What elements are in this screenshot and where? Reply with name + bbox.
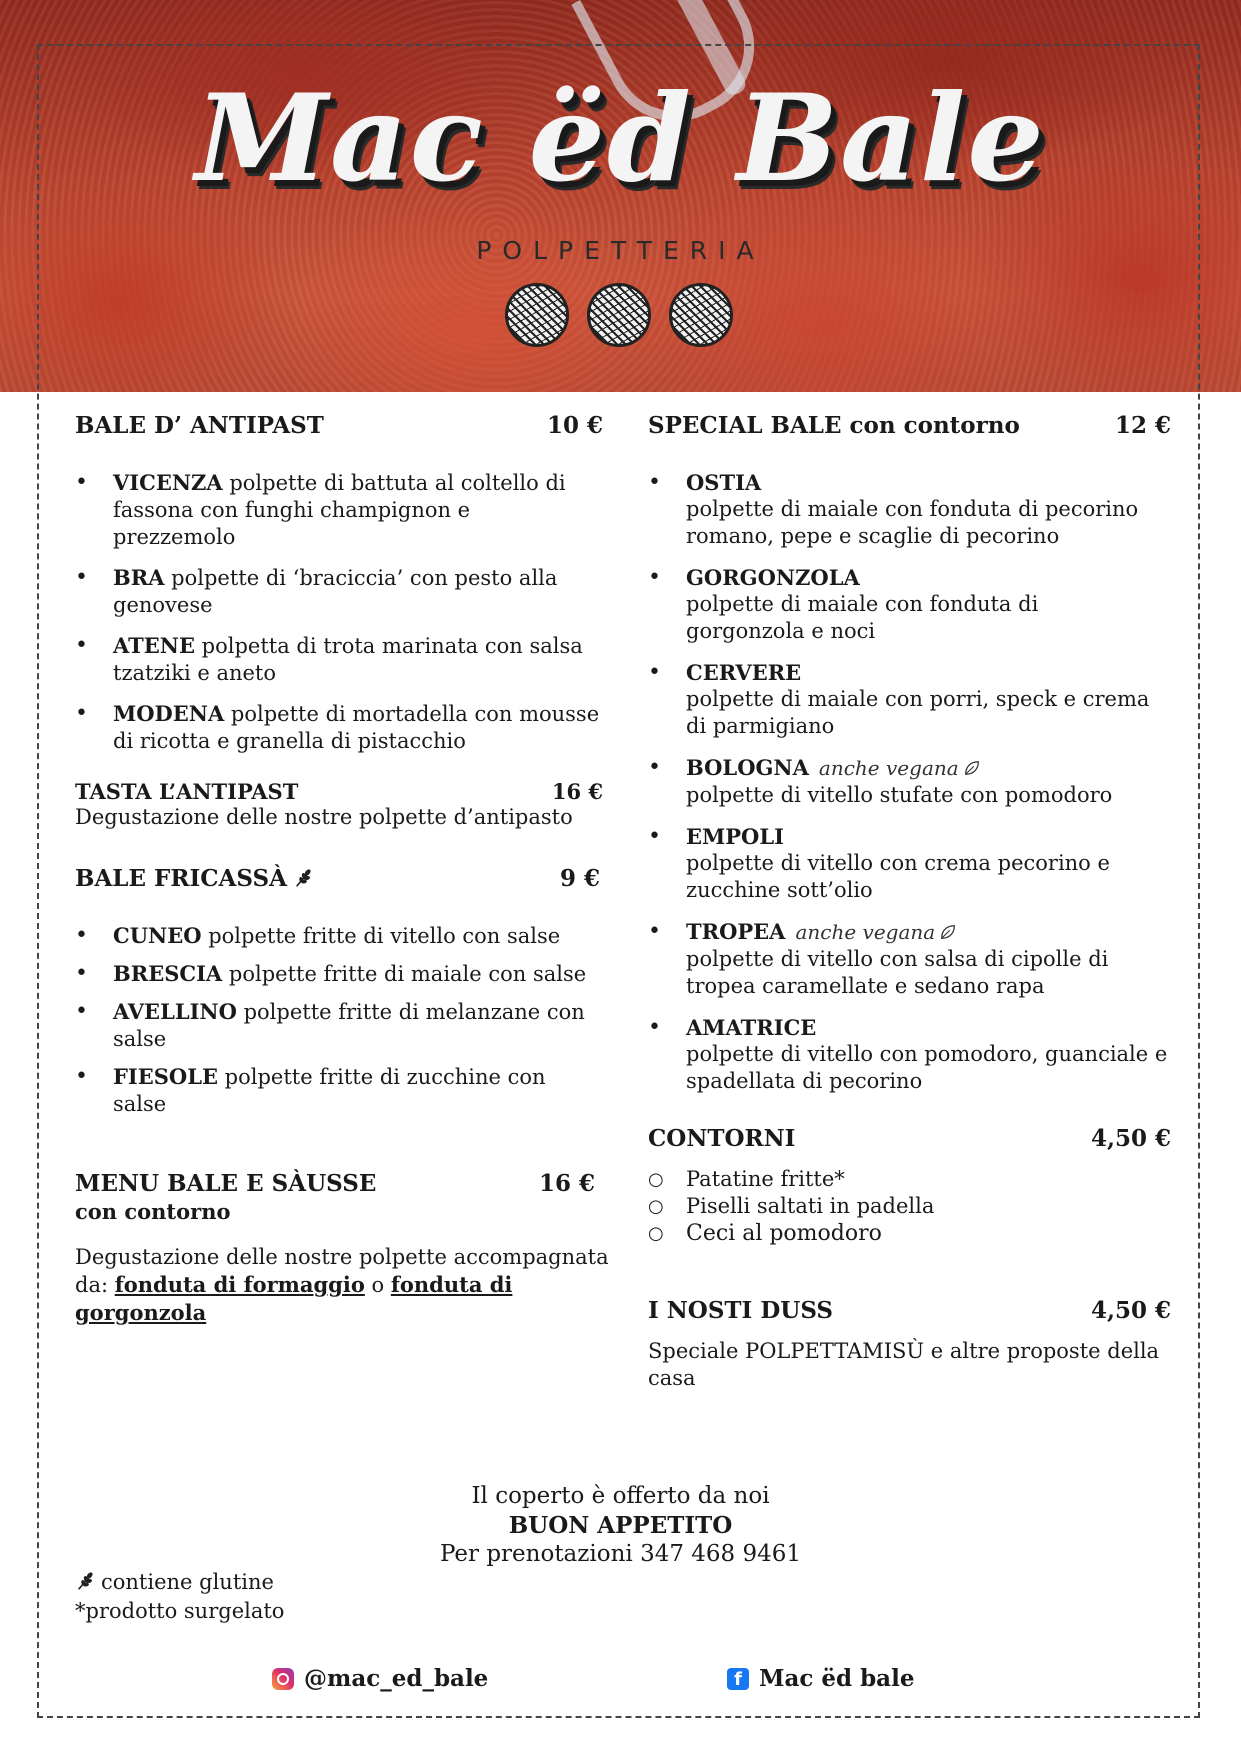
menu-desc-text: Degustazione delle nostre polpette accompagnata da: <box>75 1245 609 1297</box>
item-name: TROPEA <box>686 919 786 944</box>
note-glutine: contiene glutine <box>101 1570 274 1594</box>
logo-title: Mac ëd Bale <box>195 68 1046 209</box>
special-list <box>648 469 1173 1095</box>
item-desc: polpette di vitello stufate con pomodoro <box>686 783 1113 807</box>
contorni-list <box>648 1166 1173 1247</box>
section-tasta-header <box>75 779 603 804</box>
item-name: BRA <box>113 565 165 590</box>
section-menu-header <box>75 1170 595 1197</box>
section-contorni-header <box>648 1125 1171 1152</box>
list-item <box>648 659 1173 740</box>
item-desc: polpette di ‘braciccia’ con pesto alla genovese <box>113 566 558 617</box>
item-name: CUNEO <box>113 923 202 948</box>
list-item: ○ Piselli saltati in padella <box>648 1193 1173 1220</box>
facebook-handle[interactable] <box>727 1665 914 1692</box>
list-item <box>648 823 1173 904</box>
instagram-icon <box>272 1668 294 1690</box>
right-column <box>648 412 1173 1392</box>
item-desc: polpette di vitello con salsa di cipolle di tropea caramellate e sedano rapa <box>686 947 1109 998</box>
duss-desc: Speciale POLPETTAMISÙ e altre proposte della casa <box>648 1339 1160 1390</box>
section-price: 16 € <box>551 779 603 804</box>
item-desc: polpetta di trota marinata con salsa tzatziki e aneto <box>113 634 583 685</box>
section-antipast-header <box>75 412 603 439</box>
item-desc: polpette fritte di vitello con salse <box>201 924 561 948</box>
meatball-icon <box>669 283 733 347</box>
fonduta-formaggio-link: fonduta di formaggio <box>114 1272 365 1297</box>
list-item <box>648 918 1173 1000</box>
list-item <box>648 564 1106 645</box>
list-item: ○ Ceci al pomodoro <box>648 1220 1173 1247</box>
section-title: TASTA L’ANTIPAST <box>75 779 299 804</box>
item-name: BRESCIA <box>113 961 223 986</box>
footer-info <box>0 1482 1241 1569</box>
antipast-list <box>75 469 600 755</box>
item-desc: polpette di maiale con fonduta di gorgonzola e noci <box>686 592 1039 643</box>
facebook-text: Mac ëd bale <box>759 1665 915 1692</box>
note-surgelato: *prodotto surgelato <box>75 1599 285 1623</box>
list-item <box>75 1063 583 1118</box>
item-desc: polpette fritte di melanzane con salse <box>113 1000 585 1051</box>
section-title: I NOSTI DUSS <box>648 1297 834 1324</box>
item-name: AVELLINO <box>113 999 237 1024</box>
section-price: 12 € <box>1114 412 1171 439</box>
fricassa-list <box>75 922 595 1118</box>
item-desc: polpette di vitello con pomodoro, guanciale e spadellata di pecorino <box>686 1042 1168 1093</box>
item-name: • OSTIA <box>686 470 762 495</box>
item-desc: polpette fritte di zucchine con salse <box>113 1065 546 1116</box>
instagram-text: @mac_ed_bale <box>304 1665 489 1692</box>
list-item <box>75 564 583 619</box>
list-item <box>648 469 1173 550</box>
list-item: ○ Patatine fritte* <box>648 1166 1173 1193</box>
list-item <box>648 754 1173 809</box>
section-title: SPECIAL BALE con contorno <box>648 412 1020 439</box>
prenotazioni-text: Per prenotazioni 347 468 9461 <box>439 1541 802 1567</box>
section-title: BALE FRICASSÀ <box>75 865 287 892</box>
section-special-header <box>648 412 1171 439</box>
section-price: 16 € <box>538 1170 595 1197</box>
item-desc: polpette di maiale con porri, speck e crema di parmigiano <box>686 687 1150 738</box>
tasta-desc: Degustazione delle nostre polpette d’antipasto <box>75 805 573 829</box>
leaf-icon <box>939 923 957 941</box>
facebook-icon: f <box>727 1668 749 1690</box>
leaf-icon <box>963 759 981 777</box>
meatball-icon <box>505 283 569 347</box>
item-name: ATENE <box>113 633 195 658</box>
item-name: • CERVERE <box>686 660 802 685</box>
list-item <box>75 469 583 551</box>
item-desc: polpette di maiale con fonduta di pecorino romano, pepe e scaglie di pecorino <box>686 497 1139 548</box>
header-banner <box>0 0 1241 392</box>
list-item <box>75 632 583 687</box>
section-price: 4,50 € <box>1090 1297 1171 1324</box>
list-item <box>75 700 623 755</box>
footnotes <box>75 1568 284 1626</box>
section-price: 10 € <box>546 412 603 439</box>
list-item <box>75 960 595 988</box>
instagram-handle[interactable] <box>272 1665 488 1692</box>
item-name: MODENA <box>113 701 225 726</box>
section-duss-header <box>648 1297 1171 1324</box>
list-item <box>75 998 603 1053</box>
item-name: BOLOGNA <box>686 755 809 780</box>
item-desc: polpette di vitello con crema pecorino e zucchine sott’olio <box>686 851 1110 902</box>
item-name: FIESOLE <box>113 1064 218 1089</box>
section-title: CONTORNI <box>648 1125 796 1152</box>
section-title: BALE D’ ANTIPAST <box>75 412 324 439</box>
vegan-label: anche vegana <box>795 920 936 944</box>
left-column <box>75 412 615 1327</box>
item-name: • AMATRICE <box>686 1015 817 1040</box>
menu-subtitle: con contorno <box>75 1199 231 1224</box>
item-name: • EMPOLI <box>686 824 784 849</box>
wheat-gluten-icon <box>293 867 315 889</box>
buon-appetito-text: BUON APPETITO <box>508 1512 733 1539</box>
meatball-logo-icons <box>505 283 733 347</box>
section-price: 4,50 € <box>1090 1125 1171 1152</box>
menu-desc-or: o <box>364 1273 391 1297</box>
section-fricassa-header <box>75 865 600 892</box>
logo-subtitle: POLPETTERIA <box>476 236 765 265</box>
section-title: MENU BALE E SÀUSSE <box>75 1170 377 1197</box>
list-item <box>75 922 595 950</box>
item-desc: polpette di mortadella con mousse di ricotta e granella di pistacchio <box>113 702 600 753</box>
wheat-gluten-icon <box>75 1570 97 1592</box>
item-desc: polpette fritte di maiale con salse <box>222 962 587 986</box>
item-name: VICENZA <box>113 470 223 495</box>
menu-desc <box>75 1244 620 1327</box>
fonduta-gorgonzola-link: fonduta di gorgonzola <box>75 1272 513 1325</box>
item-desc: polpette di battuta al coltello di fassona con funghi champignon e prezzemolo <box>113 471 566 549</box>
vegan-label: anche vegana <box>818 756 959 780</box>
meatball-icon <box>587 283 651 347</box>
item-name: • GORGONZOLA <box>686 565 860 590</box>
coperto-text: Il coperto è offerto da noi <box>471 1483 770 1509</box>
section-price: 9 € <box>559 865 600 892</box>
list-item <box>648 1014 1173 1095</box>
